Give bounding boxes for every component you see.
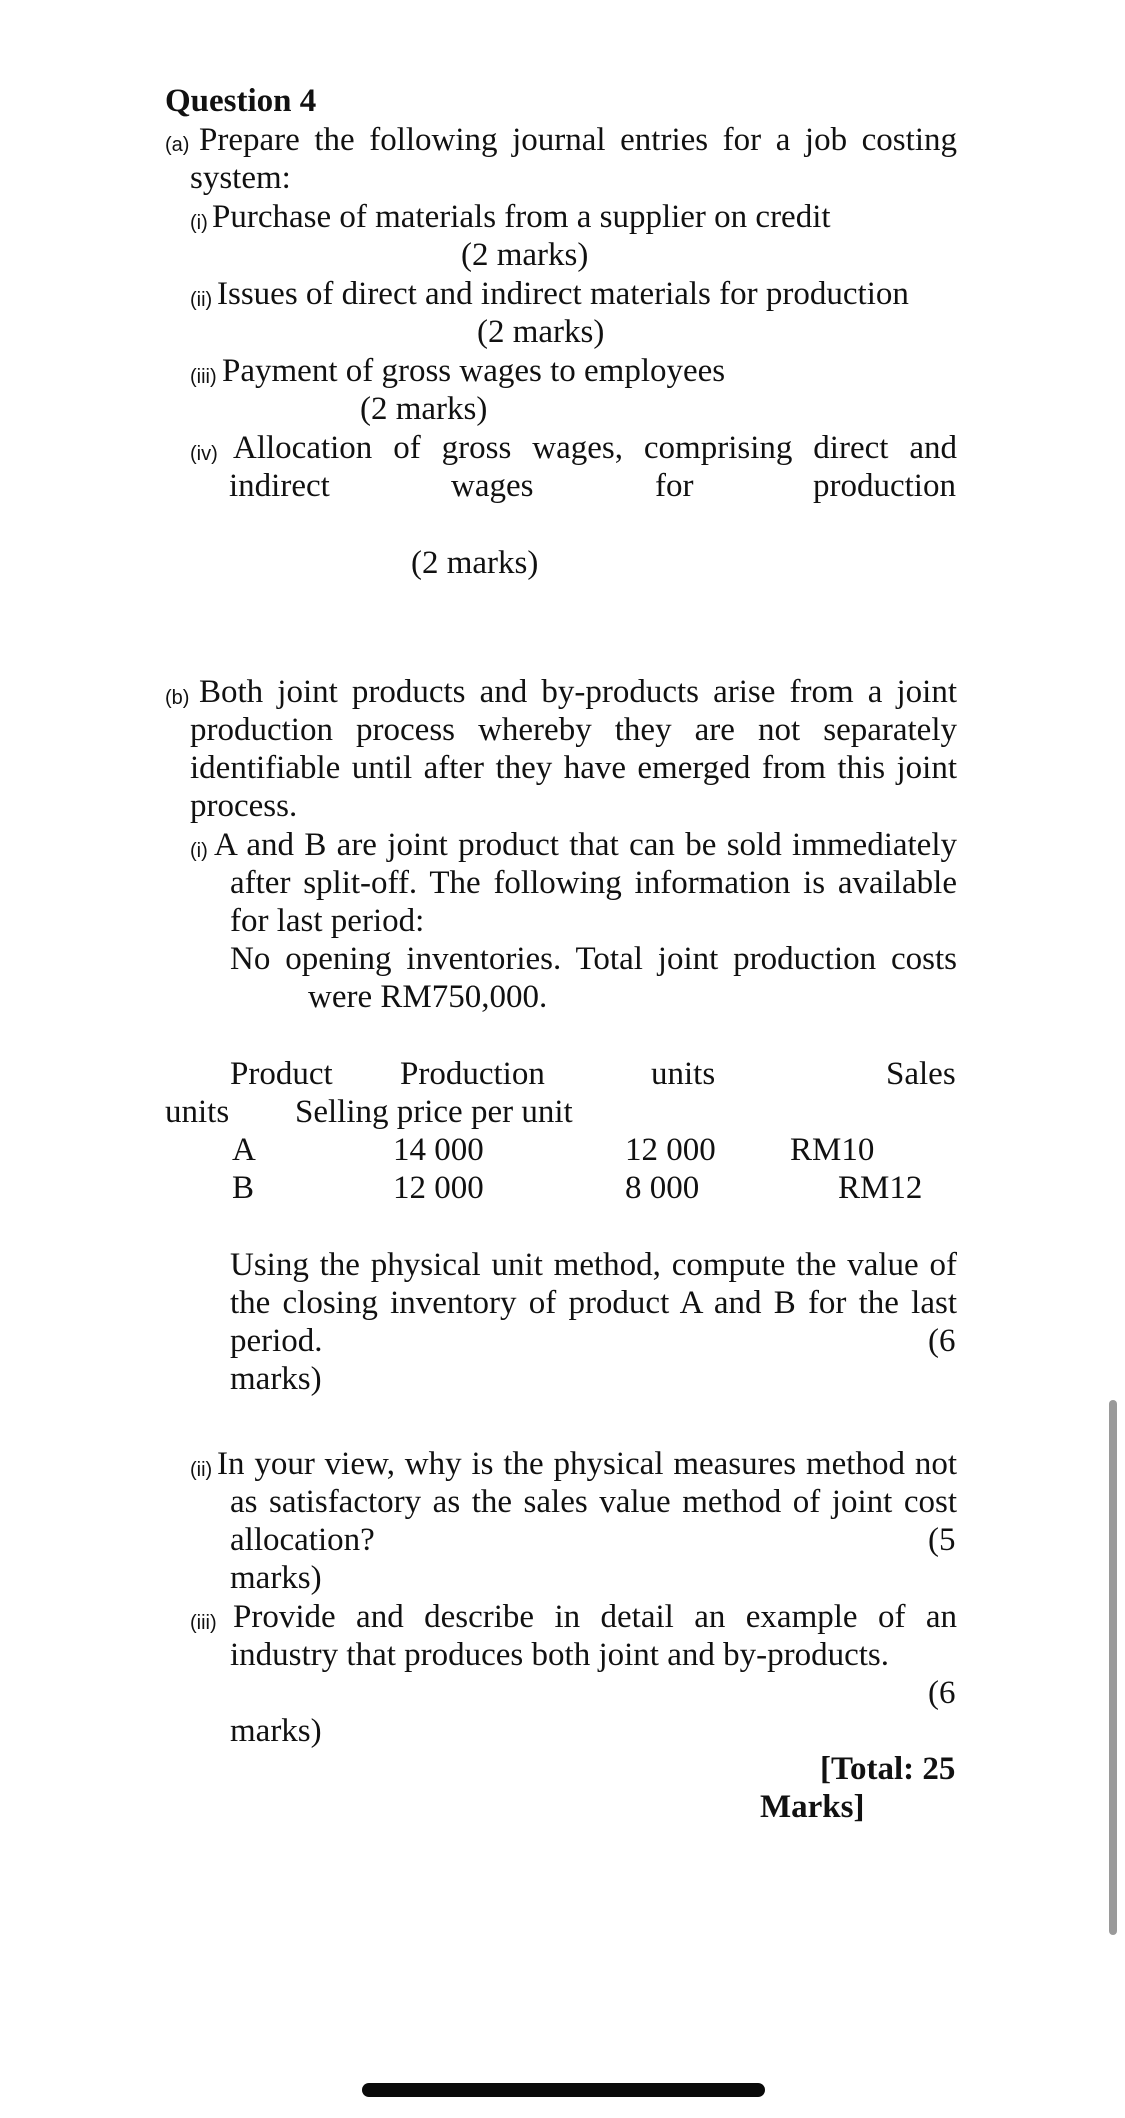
item-b-i-marks-open: (6 (928, 1323, 956, 1359)
question-title: Question 4 (165, 83, 317, 119)
part-a-label: (a) (165, 134, 190, 156)
table-header-sales: Sales (886, 1056, 956, 1092)
table-header-price: Selling price per unit (295, 1094, 573, 1130)
item-b-i-label: (i) (190, 840, 208, 862)
item-a-i-label: (i) (190, 212, 208, 234)
item-b-ii-line-3: allocation? (230, 1522, 375, 1558)
item-a-ii-label: (ii) (190, 289, 213, 311)
item-a-ii-marks: (2 marks) (477, 314, 605, 350)
table-row-a-product: A (232, 1132, 256, 1168)
table-row-b-price: RM12 (838, 1170, 923, 1206)
item-b-iii-line-2: industry that produces both joint and by-products. (230, 1637, 889, 1673)
item-b-i-line-4: No opening inventories. Total joint production costs (230, 941, 957, 977)
table-row-a-production: 14 000 (393, 1132, 484, 1168)
item-a-iv-word-2: wages (451, 468, 534, 504)
item-b-i-question-2: the closing inventory of product A and B for the last (230, 1285, 957, 1321)
table-row-b-production: 12 000 (393, 1170, 484, 1206)
item-b-iii-marks-close: marks) (230, 1713, 322, 1749)
item-a-iii-text: Payment of gross wages to employees (222, 353, 726, 389)
item-b-ii-marks-open: (5 (928, 1522, 956, 1558)
table-row-b-product: B (232, 1170, 255, 1206)
item-b-i-question-3: period. (230, 1323, 323, 1359)
total-marks-line-2: Marks] (760, 1789, 865, 1825)
item-b-i-line-2: after split-off. The following information is available (230, 865, 957, 901)
item-b-ii-line-1: In your view, why is the physical measures method not (217, 1446, 957, 1482)
table-row-a-sales-units: 12 000 (625, 1132, 716, 1168)
item-a-i-text: Purchase of materials from a supplier on credit (212, 199, 831, 235)
part-b-line-2: production process whereby they are not separately (190, 712, 957, 748)
part-a-line-1: Prepare the following journal entries for a job costing (199, 122, 957, 158)
item-a-i-marks: (2 marks) (461, 237, 589, 273)
item-b-i-marks-close: marks) (230, 1361, 322, 1397)
item-b-iii-line-1: Provide and describe in detail an example of an (233, 1599, 957, 1635)
item-b-ii-line-2: as satisfactory as the sales value method of joint cost (230, 1484, 957, 1520)
table-header-units-2: units (165, 1094, 230, 1130)
table-row-a-price: RM10 (790, 1132, 875, 1168)
item-b-i-line-3: for last period: (230, 903, 425, 939)
table-header-units: units (651, 1056, 716, 1092)
item-a-iv-word-4: production (813, 468, 956, 504)
item-a-ii-text: Issues of direct and indirect materials for production (217, 276, 909, 312)
item-b-ii-marks-close: marks) (230, 1560, 322, 1596)
part-b-label: (b) (165, 687, 190, 709)
item-a-iv-word-1: indirect (229, 468, 330, 504)
item-b-iii-marks-open: (6 (928, 1675, 956, 1711)
table-header-product: Product (230, 1056, 333, 1092)
item-b-iii-label: (iii) (190, 1612, 217, 1634)
total-marks-line-1: [Total: 25 (820, 1751, 956, 1787)
item-a-iii-marks: (2 marks) (360, 391, 488, 427)
part-a-line-2: system: (190, 160, 291, 196)
item-a-iv-line-1: Allocation of gross wages, comprising direct and (233, 430, 957, 466)
item-a-iv-word-3: for (655, 468, 694, 504)
part-b-line-4: process. (190, 788, 298, 824)
item-a-iii-label: (iii) (190, 366, 217, 388)
item-b-i-line-1: A and B are joint product that can be sold immediately (214, 827, 957, 863)
item-a-iv-label: (iv) (190, 443, 218, 465)
table-header-production: Production (400, 1056, 545, 1092)
item-b-ii-label: (ii) (190, 1459, 213, 1481)
table-row-b-sales-units: 8 000 (625, 1170, 700, 1206)
home-indicator[interactable] (362, 2083, 765, 2097)
item-a-iv-marks: (2 marks) (411, 545, 539, 581)
item-b-i-line-5: were RM750,000. (308, 979, 548, 1015)
item-b-i-question-1: Using the physical unit method, compute the value of (230, 1247, 957, 1283)
scrollbar[interactable] (1109, 1400, 1117, 1935)
part-b-line-1: Both joint products and by-products arise from a joint (199, 674, 957, 710)
part-b-line-3: identifiable until after they have emerged from this joint (190, 750, 957, 786)
